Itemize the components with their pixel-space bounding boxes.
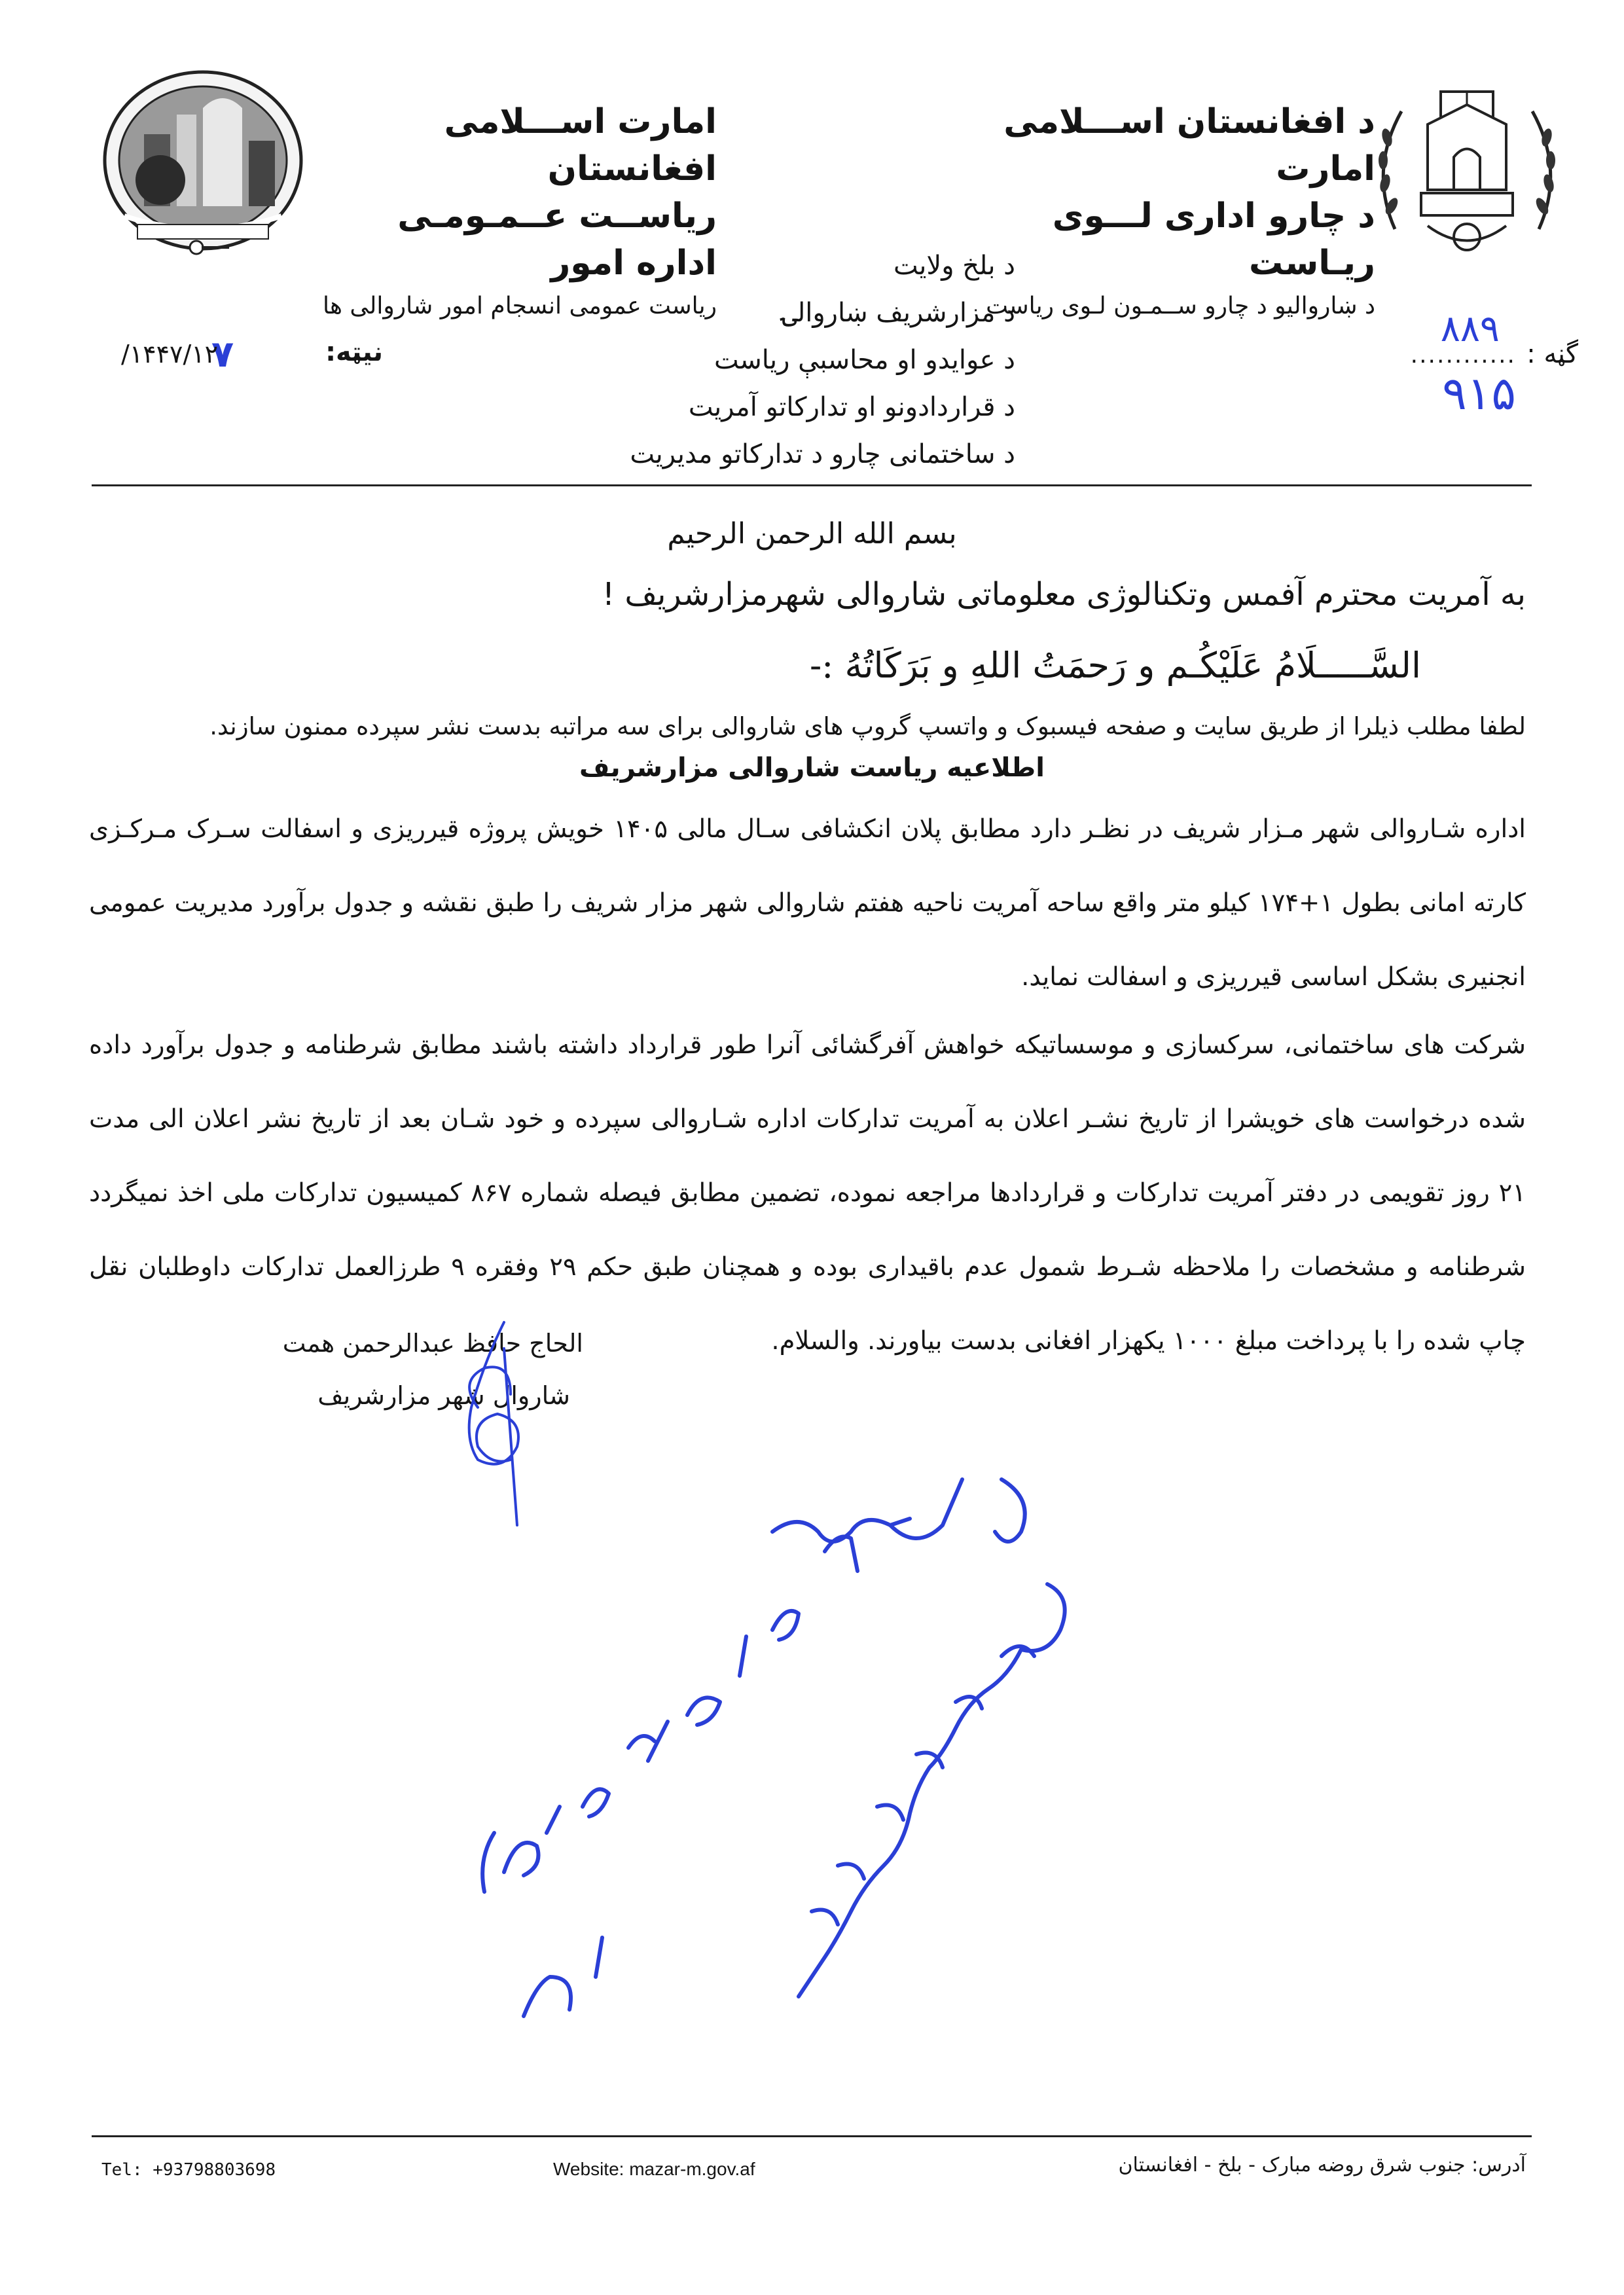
footer-address: آدرس: جنوب شرق روضه مبارک - بلخ - افغانستان [1118, 2154, 1526, 2177]
recipient-line: به آمریت محترم آفمس وتکنالوژی معلوماتی شاروالی شهرمزارشریف ! [602, 576, 1526, 613]
salutation: السَّـــــلَامُ عَلَيْكُـم و رَحمَتُ اللهِ و بَرَکَاتُهُ :- [809, 645, 1421, 686]
municipality-logo [98, 69, 308, 259]
handwritten-number-top: ۸۸۹ [1440, 308, 1500, 350]
notice-title: اطلاعیه ریاست شاروالی مزارشریف [579, 753, 1045, 783]
header-left-subtitle: ریاســت عــمـومـی اداره امور [397, 196, 717, 283]
header-right-subtitle: د چارو اداری لـــوی ریـاست [1052, 196, 1375, 283]
header-left-department: ریاست عمومی انسجام امور شاروالی ها [322, 293, 717, 319]
reference-number-field [1349, 308, 1578, 425]
bismillah: بسم الله الرحمن الرحیم [667, 517, 957, 551]
addressee-line: د عوایدو او محاسبې ریاست [714, 345, 1015, 375]
signatory-title: شاروال شهر مزارشریف [317, 1381, 570, 1410]
addressee-line: د بلخ ولایت [893, 251, 1015, 281]
number-dots: ............ [1410, 342, 1516, 369]
body-paragraph-2: شرکت های ساختمانی، سرکسازی و موسساتیکه خواهش آفرگشائی آنرا طور قرارداد داشته باشند مطابق شرطنامه و جدول برآورد داده شده درخواست های خویشرا از تاریخ نشـر اعلان به آمریت تدارکات اداره شـاروالی سپرده و خود شـان بعد از تاریخ نشر اعلان الی مدت ۲۱ روز تقویمی در دفتر آمریت تدارکات و قراردادها مراجعه نموده، تضمین مطابق فیصله شماره ۸۶۷ کمیسیون تدارکات ملی اخذ نمیگردد شرطنامه و مشخصات را ملاحظه شـرط شمول عدم باقیداری بوده و همچنان طبق حکم ۲۹ وفقره ۹ طرزالعمل تدارکات داوطلبان نقل چاپ شده را با پرداخت مبلغ ۱۰۰۰ یکهزار افغانی بدست بیاورند. والسلام. [89, 1030, 1526, 1356]
header-right-department: د ښاروالیو د چارو ســمـون لـوی ریاست [986, 293, 1375, 319]
addressee-line: د ساختمانی چارو د تدارکاتو مدیریت [630, 439, 1015, 469]
addressee-line: د مزارشریف ښاروالۍ [782, 298, 1015, 328]
handwritten-annotation [432, 1440, 1126, 2042]
date-field [121, 333, 383, 383]
date-value: ۱۴۴۷/۱۲/ [121, 340, 219, 369]
body-paragraph-1: اداره شـاروالی شهر مـزار شریف در نظـر دارد مطابق پلان انکشافی سـال مالی ۱۴۰۵ خویش پروژه قیرریزی و اسفالت سـرک مـرکـزی کارته امانی بطول ۱+۱۷۴ کیلو متر واقع ساحه آمریت ناحیه هفتم شاروالی شهر مزار شریف را طبق نقشه و جدول برآورد مدیریت عمومی انجنیری بشکل اساسی قیرریزی و اسفالت نماید. [89, 814, 1526, 992]
footer-telephone: Tel: +93798803698 [101, 2160, 276, 2180]
addressee-line: د قراردادونو او تدارکاتو آمریت [688, 392, 1015, 422]
header-right-title: د افغانستان اســـلامی امارت [1003, 102, 1375, 189]
emirate-emblem-icon [1356, 65, 1578, 262]
handwritten-number-bottom: ۹۱۵ [1442, 367, 1516, 420]
handwritten-date-day: ۷ [211, 333, 234, 376]
header-divider [92, 484, 1532, 486]
signatory-name: الحاج حافظ عبدالرحمن همت [282, 1329, 583, 1358]
date-label: نیټه: [325, 337, 383, 367]
header-left-title: امارت اســـلامی افغانستان [444, 102, 717, 189]
footer-website-link[interactable]: Website: mazar-m.gov.af [553, 2159, 755, 2179]
addressee-block [426, 242, 1015, 478]
request-line: لطفا مطلب ذیلرا از طریق سایت و صفحه فیسبوک و واتسپ گروپ های شاروالی برای سه مراتبه بدست نشر سپرده ممنون سازند. [209, 712, 1526, 740]
number-label: گڼه : [1526, 339, 1578, 369]
footer-divider [92, 2135, 1532, 2137]
